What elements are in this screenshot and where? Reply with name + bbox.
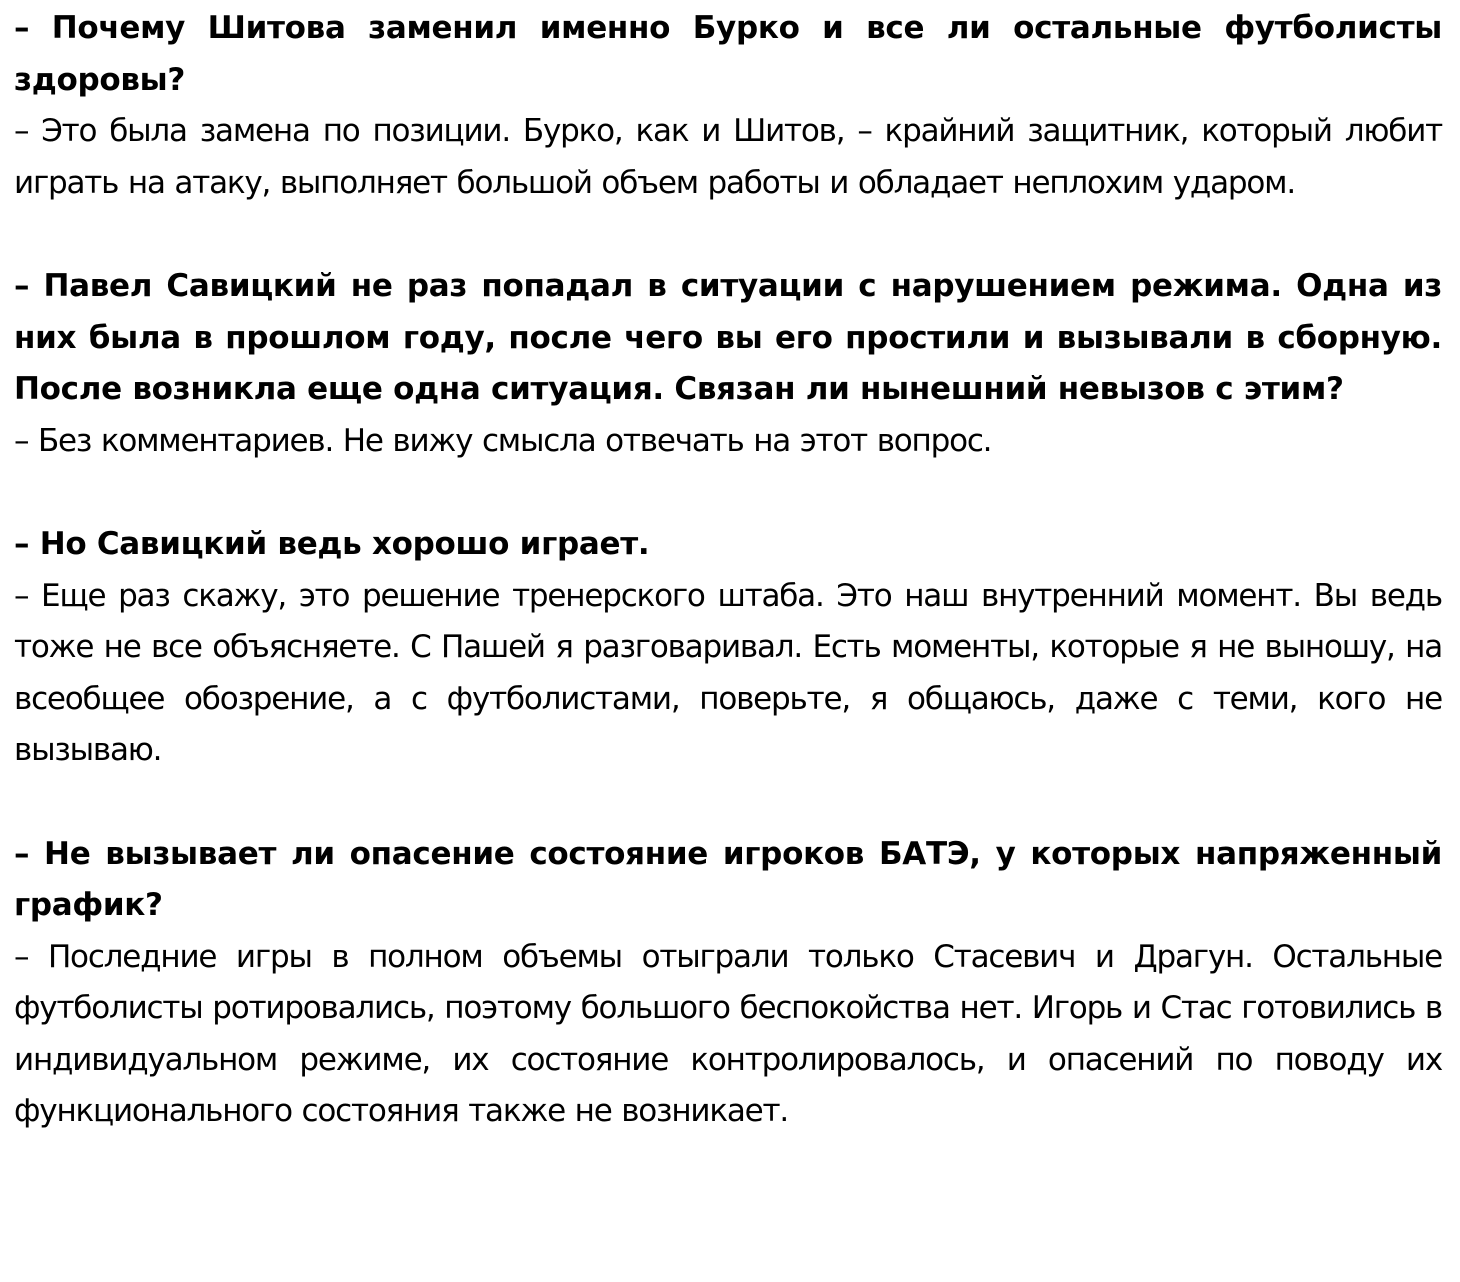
qa-block-1 <box>14 3 1442 209</box>
question-4: – Не вызывает ли опасение состояние игроков БАТЭ, у которых напряженный график? <box>14 835 1442 924</box>
answer-2: – Без комментариев. Не вижу смысла отвечать на этот вопрос. <box>14 422 992 459</box>
qa-block-3 <box>14 519 1442 777</box>
question-3: – Но Савицкий ведь хорошо играет. <box>14 525 650 562</box>
qa-block-4 <box>14 829 1442 1139</box>
qa-block-2 <box>14 261 1442 467</box>
question-1: – Почему Шитова заменил именно Бурко и все ли остальные футболисты здоровы? <box>14 10 1442 98</box>
question-2: – Павел Савицкий не раз попадал в ситуации с нарушением режима. Одна из них была в прошлом году, после чего вы его простили и вызывали в сборную. После возникла еще одна ситуация. Связан ли нынешний невызов с этим? <box>14 267 1442 408</box>
answer-1: – Это была замена по позиции. Бурко, как и Шитов, – крайний защитник, который любит играть на атаку, выполняет большой объем работы и обладает неплохим ударом. <box>14 113 1442 201</box>
answer-3: – Еще раз скажу, это решение тренерского штаба. Это наш внутренний момент. Вы ведь тоже не все объясняете. С Пашей я разговаривал. Есть моменты, которые я не выношу, на всеобщее обозрение, а с футболистами, поверьте, я общаюсь, даже с теми, кого не вызываю. <box>14 577 1442 769</box>
answer-4: – Последние игры в полном объемы отыграли только Стасевич и Драгун. Остальные футболисты ротировались, поэтому большого беспокойства нет. Игорь и Стас готовились в индивидуальном режиме, их состояние контролировалось, и опасений по поводу их функционального состояния также не возникает. <box>14 938 1442 1130</box>
interview-article <box>14 3 1442 1138</box>
